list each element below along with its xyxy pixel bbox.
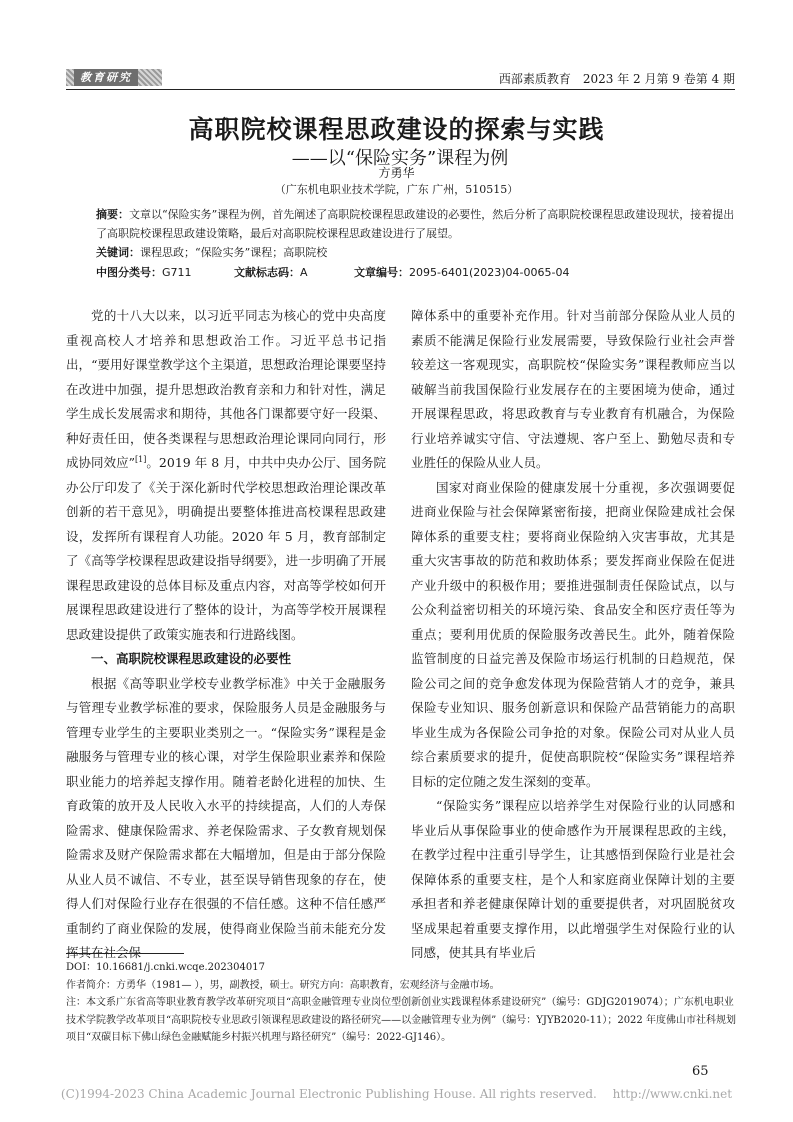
abstract bbox=[96, 205, 736, 243]
abstract-block bbox=[96, 205, 736, 262]
author-affiliation: （广东机电职业技术学院，广东 广州，510515） bbox=[274, 183, 519, 196]
continued-paragraph: 障体系中的重要补充作用。针对当前部分保险从业人员的素质不能满足保险行业发展需要，导致保险行业社会声誉较差这一客观现实，高职院校“保险实务”课程教师应当以破解当前我国保险行业发展存在的主要困境为使命，通过开展课程思政，将思政教育与专业教育有机融合，为保险行业培养诚实守信、守法遵规、客户至上、勤勉尽责和专业胜任的保险从业人员。 bbox=[411, 308, 735, 470]
policy-paragraph: 国家对商业保险的健康发展十分重视，多次强调要促进商业保险与社会保障紧密衔接，把商业保险建成社会保障体系的重要支柱；要将商业保险纳入灾害事故，尤其是重大灾害事故的防范和救助体系；要发挥商业保险在促进产业升级中的积极作用；要推进强制责任保险试点，以与公众利益密切相关的环境污染、食品安全和医疗责任等为重点；要利用优质的保险服务改善民生。此外，随着保险监管制度的日益完善及保险市场运行机制的日趋规范，保险公司之间的竞争愈发体现为保险营销人才的竞争，兼具保险专业知识、服务创新意识和保险产品营销能力的高职毕业生成为各保险公司争抢的对象。保险公司对从业人员综合素质要求的提升，促使高职院校“保险实务”课程培养目标的定位随之发生深刻的变革。 bbox=[411, 479, 735, 789]
author-name: 方勇华 bbox=[378, 166, 415, 180]
page-number: 65 bbox=[692, 1064, 709, 1079]
keywords-text: 课程思政；“保险实务”课程；高职院校 bbox=[140, 246, 328, 259]
author-bio: 作者简介：方勇华（1981— ），男，副教授，硕士。研究方向：高职教育，宏观经济与金融市场。 bbox=[66, 979, 500, 991]
clc-code: 中图分类号：G711 bbox=[96, 266, 192, 279]
course-paragraph: “保险实务”课程应以培养学生对保险行业的认同感和毕业后从事保险事业的使命感作为开展课程思政的主线，在教学过程中注重引导学生，让其感悟到保险行业是社会保障体系的重要支柱，是个人和家庭商业保障计划的主要承担者和养老健康保障计划的重要提供者，对巩固脱贫攻坚成果起着重要支撑作用，以此增强学生对保险行业的认同感，使其具有毕业后 bbox=[411, 798, 735, 960]
section-banner bbox=[66, 69, 162, 86]
document-code: 文献标志码：A bbox=[234, 266, 308, 279]
header-rule bbox=[66, 89, 735, 90]
keywords bbox=[96, 243, 736, 262]
copyright-watermark: (C)1994-2023 China Academic Journal Electronic Publishing House. All rights reserved. http://www.cnki.net bbox=[60, 1087, 733, 1101]
doi-line: DOI：10.16681/j.cnki.wcqe.202304017 bbox=[66, 962, 265, 973]
journal-header: 西部素质教育 2023 年 2 月第 9 卷第 4 期 bbox=[498, 72, 735, 86]
article-number: 文章编号：2095-6401(2023)04-0065-04 bbox=[354, 266, 570, 279]
left-column bbox=[66, 304, 386, 966]
abstract-label: 摘要： bbox=[96, 208, 129, 221]
citation-ref: [1] bbox=[135, 454, 147, 464]
section-1-paragraph: 根据《高等职业学校专业教学标准》中关于金融服务与管理专业教学标准的要求，保险服务人员是金融服务与管理专业学生的主要职业类别之一。“保险实务”课程是金融服务与管理专业的核心课，对学生保险职业素养和保险职业能力的培养起支撑作用。随着老龄化进程的加快、生育政策的放开及人民收入水平的持续提高，人们的人寿保险需求、健康保险需求、养老保险需求、子女教育规划保险需求及财产保险需求都在大幅增加，但是由于部分保险从业人员不诚信、不专业，甚至误导销售现象的存在，使得人们对保险行业存在很强的不信任感。这种不信任感严重制约了商业保险的发展，使得商业保险当前未能充分发挥其在社会保 bbox=[66, 675, 386, 960]
funding-note: 注：本文系广东省高等职业教育教学改革研究项目“高职金融管理专业岗位型创新创业实践课程体系建设研究”（编号：GDJG2019074）；广东机电职业技术学院教学改革项目“高职院校专业思政引领课程思政建设的路径研究——以金融管理专业为例”（编号：YJYB2020-11）；2022 年度佛山市社科规划项目“双碳目标下佛山绿色金融赋能乡村振兴机理与路径研究”（编号：2022-GJ146）。 bbox=[66, 997, 736, 1043]
footnotes bbox=[66, 959, 736, 1047]
keywords-label: 关键词： bbox=[96, 246, 140, 259]
intro-paragraph: 党的十八大以来，以习近平同志为核心的党中央高度重视高校人才培养和思想政治工作。习近平总书记指出，“要用好课堂教学这个主渠道，思想政治理论课要坚持在改进中加强，提升思想政治教育亲和力和针对性，满足学生成长发展需求和期待，其他各门课都要守好一段渠、种好责任田，使各类课程与思想政治理论课同向同行，形成协同效应”[1]。2019 年 8 月，中共中央办公厅、国务院办公厅印发了《关于深化新时代学校思想政治理论课改革创新的若干意见》，明确提出要整体推进高校课程思政建设，发挥所有课程育人功能。2020 年 5 月，教育部制定了《高等学校课程思政建设指导纲要》，进一步明确了开展课程思政建设的总体目标及重点内容，对高等学校如何开展课程思政建设进行了整体的设计，为高等学校开展课程思政建设提供了政策实施表和行进路线图。 bbox=[66, 308, 387, 642]
abstract-text: 文章以“保险实务”课程为例，首先阐述了高职院校课程思政建设的必要性，然后分析了高职院校课程思政建设现状，接着提出了高职院校课程思政建设策略，最后对高职院校课程思政建设进行了展望。 bbox=[96, 208, 735, 240]
footnote-rule bbox=[66, 953, 184, 954]
article-subtitle: ——以“保险实务”课程为例 bbox=[291, 148, 509, 169]
section-label: 教育研究 bbox=[74, 69, 138, 86]
right-column bbox=[411, 304, 735, 966]
section-heading-1: 一、高职院校课程思政建设的必要性 bbox=[91, 651, 292, 666]
article-title: 高职院校课程思政建设的探索与实践 bbox=[188, 115, 605, 144]
